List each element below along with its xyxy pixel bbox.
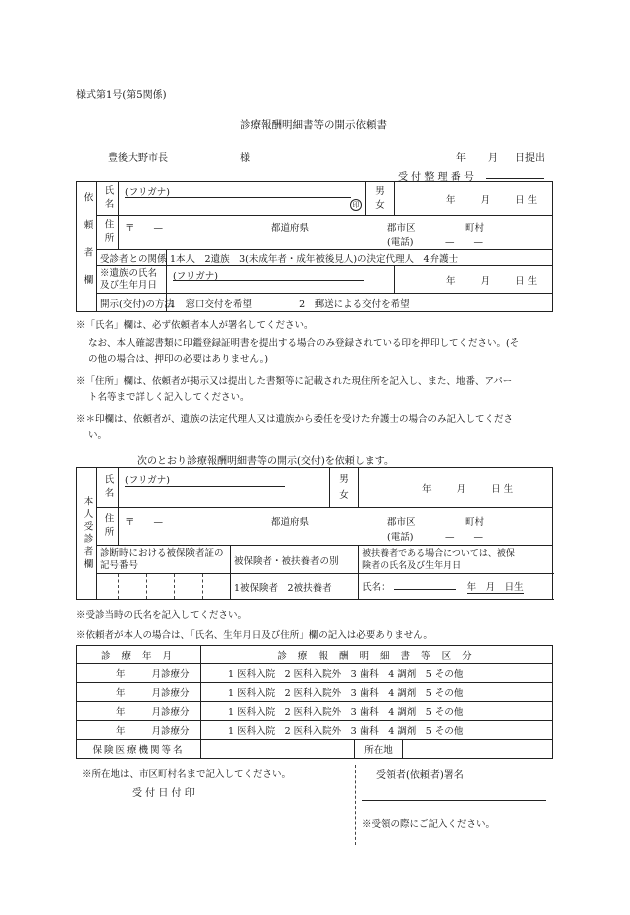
addressee: 豊後大野市長: [108, 153, 168, 164]
patient-furigana-line: [125, 486, 285, 487]
table-row: [77, 664, 553, 683]
bereaved-furigana: (フリガナ): [173, 271, 218, 282]
sex-male: 男: [375, 185, 385, 197]
bereaved-birth-field[interactable]: [395, 266, 553, 294]
patient-birth-month: 月: [456, 483, 467, 495]
requester-side-label: 依頼者欄: [77, 182, 97, 312]
receipt-number-field[interactable]: [486, 178, 544, 179]
postal-mark: 〒 —: [125, 223, 164, 234]
type-options: 1 医科入院 2 医科入院外 3 歯科 4 調剤 5 その他: [228, 669, 464, 680]
telephone-label: (電話): [387, 237, 414, 248]
note2-line1: ※受診当時の氏名を記入してください。: [76, 610, 248, 621]
type-options: 1 医科入院 2 医科入院外 3 歯科 4 調剤 5 その他: [228, 726, 464, 737]
town: 町村: [465, 223, 485, 234]
type-options: 1 医科入院 2 医科入院外 3 歯科 4 調剤 5 その他: [228, 707, 464, 718]
honorific: 様: [240, 153, 250, 164]
location-note: ※所在地は、市区町村名まで記入してください。: [82, 769, 292, 780]
bereaved-name-field[interactable]: [167, 266, 395, 294]
method-option-mail[interactable]: 2 郵送による交付を希望: [299, 298, 410, 310]
facility-name-field[interactable]: [201, 740, 355, 759]
insured-type-options[interactable]: 1被保険者 2被扶養者: [231, 574, 359, 600]
period-year: 年: [116, 669, 126, 680]
note1-line1: ※「氏名」欄は、必ず依頼者本人が署名してください。: [76, 320, 314, 331]
relation-label: 受診者との関係: [97, 250, 167, 266]
dependent-label: [359, 546, 553, 574]
requester-table: [76, 181, 553, 312]
period-year: 年: [116, 726, 126, 737]
patient-furigana: (フリガナ): [125, 475, 170, 486]
recipient-sign-label: 受領者(依頼者)署名: [376, 770, 464, 781]
type-cell[interactable]: [201, 683, 553, 702]
birth-month: 月: [480, 194, 491, 206]
patient-birth-year: 年: [422, 483, 432, 495]
note1-line5: ト名等まで詳しく記入してください。: [88, 392, 250, 403]
method-option-counter[interactable]: 1 窓口交付を希望: [170, 298, 253, 310]
detail-table: [76, 645, 553, 759]
bereaved-furigana-line: [173, 280, 364, 281]
insurance-label-line2: 記号番号: [100, 559, 139, 571]
period-month: 月診療分: [151, 688, 190, 699]
patient-address-field[interactable]: [119, 508, 553, 546]
seal-icon: 印: [350, 199, 362, 211]
prefecture: 都道府県: [271, 223, 310, 234]
period-cell[interactable]: [77, 664, 201, 683]
period-year: 年: [116, 688, 126, 699]
patient-side-label: 本人受診者欄: [77, 468, 97, 600]
type-options: 1 医科入院 2 医科入院外 3 歯科 4 調剤 5 その他: [228, 688, 464, 699]
bereaved-label: [97, 266, 167, 294]
bereaved-birth-month: 月: [480, 275, 491, 287]
location-label: 所在地: [355, 740, 403, 759]
type-cell[interactable]: [201, 702, 553, 721]
bereaved-label-line2: 及び生年月日: [100, 279, 158, 291]
receipt-number-label: 受 付 整 理 番 号: [398, 172, 474, 183]
sex-female: 女: [375, 199, 385, 211]
submit-year: 年: [456, 153, 466, 164]
patient-telephone-label: (電話): [387, 532, 414, 543]
insurance-number-cell-1[interactable]: [97, 574, 119, 600]
insurance-number-cell-4[interactable]: [175, 574, 203, 600]
insurance-label-line1: 診断時における被保険者証の: [100, 547, 224, 559]
insured-type-label: 被保険者・被扶養者の別: [231, 546, 359, 574]
table-row: [77, 683, 553, 702]
bereaved-label-line1: ※遺族の氏名: [100, 267, 158, 279]
table-row: [77, 702, 553, 721]
dependent-label-line2: 険者の氏名及び生年月日: [362, 560, 462, 571]
patient-town: 町村: [465, 517, 485, 528]
patient-address-label: 住所: [97, 508, 119, 546]
telephone-dashes: — —: [445, 237, 484, 248]
birth-day: 日 生: [515, 194, 538, 206]
header-period: 診 療 年 月: [77, 646, 201, 664]
requester-birth-field[interactable]: [395, 182, 553, 216]
table-row: [77, 721, 553, 740]
type-cell[interactable]: [201, 721, 553, 740]
patient-sex-male: 男: [339, 473, 349, 485]
method-options[interactable]: [167, 294, 553, 312]
period-cell[interactable]: [77, 721, 201, 740]
bereaved-birth-year: 年: [446, 275, 456, 287]
patient-postal-mark: 〒 —: [125, 517, 164, 528]
document-title: 診療報酬明細書等の開示依頼書: [240, 119, 387, 131]
note1-line4: ※「住所」欄は、依頼者が掲示又は提出した書類等に記載された現住所を記入し、また、地番、アパー: [76, 376, 513, 387]
note1-line6: ※＊印欄は、依頼者が、遺族の法定代理人又は遺族から委任を受けた弁護士の場合のみ記入してくださ: [76, 414, 514, 425]
patient-city: 郡市区: [387, 517, 416, 528]
patient-table: [76, 467, 553, 600]
location-field[interactable]: [403, 740, 553, 759]
birth-year: 年: [446, 194, 456, 206]
note1-line3: の他の場合は、押印の必要はありません。): [88, 354, 269, 365]
patient-sex-field[interactable]: [330, 468, 359, 508]
patient-birth-field[interactable]: [359, 468, 553, 508]
patient-sex-female: 女: [339, 489, 349, 501]
period-cell[interactable]: [77, 702, 201, 721]
insurance-number-cell-5[interactable]: [203, 574, 231, 600]
type-cell[interactable]: [201, 664, 553, 683]
period-month: 月診療分: [151, 707, 190, 718]
facility-label: 保険医療機関等名: [77, 740, 201, 759]
period-month: 月診療分: [151, 726, 190, 737]
furigana-line: [125, 197, 351, 198]
dependent-name-label: 氏名：: [362, 582, 391, 593]
patient-telephone-dashes: — —: [445, 532, 484, 543]
requester-address-field[interactable]: [119, 216, 553, 250]
request-sentence: 次のとおり診療報酬明細書等の開示(交付)を依頼します。: [137, 456, 395, 467]
period-cell[interactable]: [77, 683, 201, 702]
patient-name-label: 氏名: [97, 468, 119, 508]
dependent-field[interactable]: [359, 574, 553, 600]
submit-month: 月: [488, 153, 498, 164]
note2-line2: ※依頼者が本人の場合は、「氏名、生年月日及び住所」欄の記入は必要ありません。: [76, 630, 433, 641]
receipt-date-stamp-label: 受 付 日 付 印: [132, 788, 195, 799]
patient-name-field[interactable]: [119, 468, 330, 508]
bereaved-birth-day: 日 生: [515, 275, 538, 287]
requester-sex-field[interactable]: [366, 182, 395, 216]
recipient-sign-line[interactable]: [362, 800, 546, 801]
submit-day: 日提出: [515, 153, 545, 164]
receipt-note: ※受領の際にご記入ください。: [362, 819, 496, 830]
dependent-name-line: [394, 589, 456, 590]
footer-divider: [355, 765, 356, 845]
requester-furigana: (フリガナ): [125, 187, 170, 198]
insurance-number-cell-2[interactable]: [119, 574, 147, 600]
requester-name-field[interactable]: [119, 182, 366, 216]
relation-options[interactable]: 1本人 2遺族 3(未成年者・成年被後見人)の決定代理人 4弁護士: [167, 250, 553, 266]
requester-address-label: 住所: [97, 216, 119, 250]
requester-name-label: 氏名: [97, 182, 119, 216]
note1-line7: い。: [88, 430, 108, 441]
insurance-number-cell-3[interactable]: [147, 574, 175, 600]
header-type: 診 療 報 酬 明 細 書 等 区 分: [201, 646, 553, 664]
dependent-label-line1: 被扶養者である場合については、被保: [362, 548, 515, 559]
patient-birth-day: 日 生: [491, 483, 514, 495]
period-year: 年: [116, 707, 126, 718]
patient-prefecture: 都道府県: [271, 517, 310, 528]
note1-line2: なお、本人確認書類に印鑑登録証明書を提出する場合のみ登録されている印を押印してください。(そ: [88, 338, 520, 349]
dependent-date: 年 月 日生: [467, 579, 524, 594]
form-number: 様式第1号(第5関係): [76, 90, 167, 101]
insurance-number-label: [97, 546, 231, 574]
method-label: 開示(交付)の方法: [97, 294, 167, 312]
city: 郡市区: [387, 223, 416, 234]
period-month: 月診療分: [151, 669, 190, 680]
